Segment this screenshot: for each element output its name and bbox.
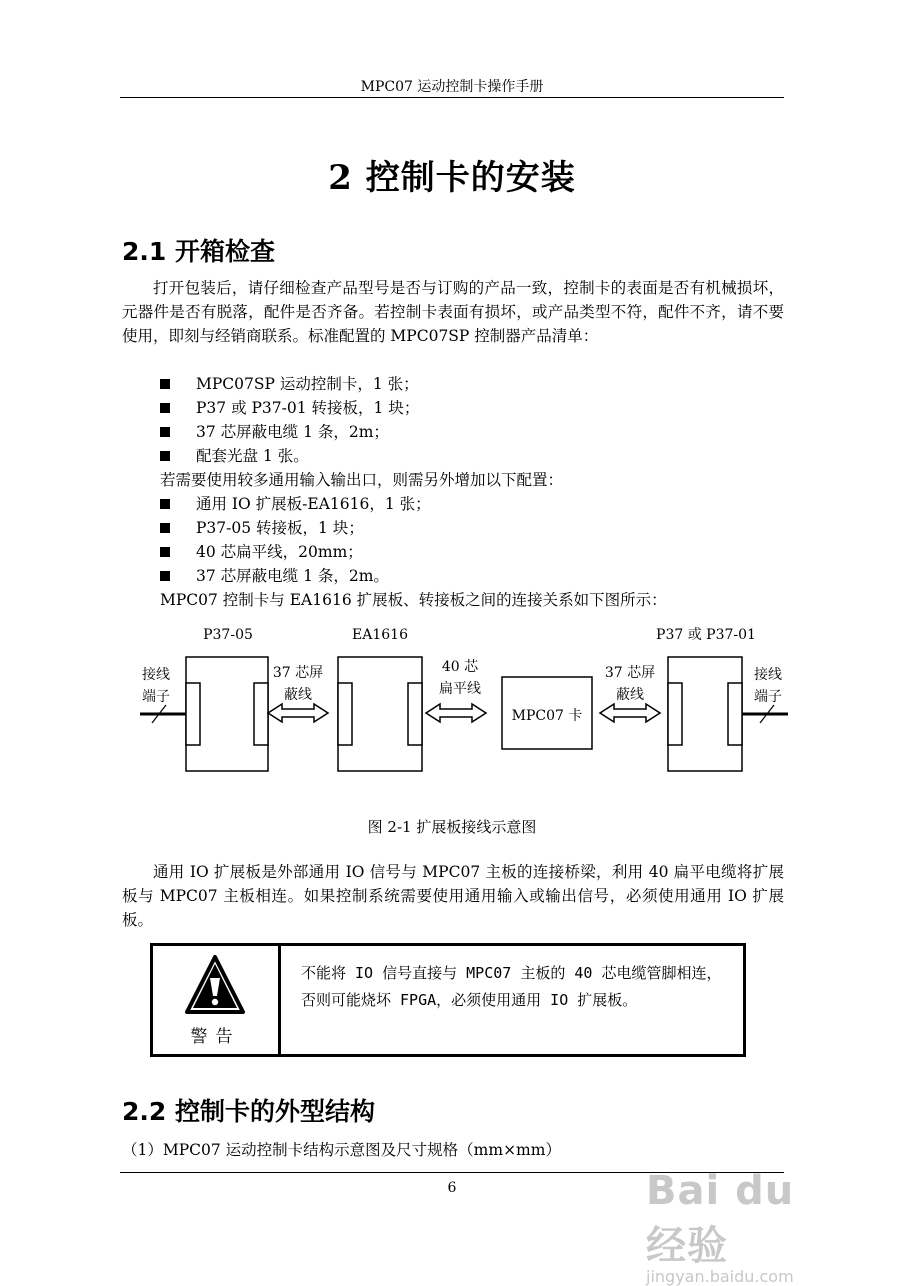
terminal-label-right-1: 接线: [754, 667, 782, 683]
list-item: [160, 564, 431, 588]
flat-cable-label-2: 扁平线: [439, 681, 481, 697]
list-item-text: 40 芯扁平线，20mm；: [196, 543, 363, 561]
bullet-square-icon: [160, 451, 170, 461]
bullet-square-icon: [160, 571, 170, 581]
flat-cable-label-1: 40 芯: [441, 659, 479, 675]
cable-label-right-2: 蔽线: [616, 687, 644, 703]
p37-05-board: [186, 657, 268, 771]
list-item: [160, 420, 419, 444]
section-title-2-1: 2.1 开箱检查: [122, 237, 275, 266]
header-rule: [120, 97, 784, 98]
terminal-label-left-2: 端子: [142, 689, 170, 705]
bullet-square-icon: [160, 379, 170, 389]
double-arrow-icon: [600, 704, 660, 722]
intro-paragraph: 打开包装后，请仔细检查产品型号是否与订购的产品一致，控制卡的表面是否有机械损坏，元器件是否有脱落，配件是否齐备。若控制卡表面有损坏，或产品类型不符，配件不齐，请不要使用，即刻与经销商联系。标准配置的 MPC07SP 控制器产品清单：: [122, 279, 784, 345]
warning-triangle-icon: [184, 954, 246, 1016]
double-arrow-icon: [268, 704, 328, 722]
running-header: MPC07 运动控制卡操作手册: [360, 79, 544, 95]
p37-05-label: P37-05: [203, 627, 253, 643]
list-item: [160, 492, 431, 516]
bullet-square-icon: [160, 499, 170, 509]
watermark-main: Bai du 经验: [646, 1168, 795, 1269]
section-title-2-2: 2.2 控制卡的外型结构: [122, 1097, 375, 1126]
bullet-square-icon: [160, 547, 170, 557]
watermark-sub: jingyan.baidu.com: [646, 1267, 794, 1286]
figure-caption: 图 2-1 扩展板接线示意图: [367, 818, 537, 836]
list-item-text: P37-05 转接板，1 块；: [196, 519, 364, 537]
terminal-label-right-2: 端子: [754, 689, 782, 705]
ea1616-label: EA1616: [352, 627, 408, 643]
warning-text: 不能将 IO 信号直接与 MPC07 主板的 40 芯电缆管脚相连，否则可能烧坏 FPGA，必须使用通用 IO 扩展板。: [301, 964, 722, 1009]
terminal-label-left-1: 接线: [142, 667, 170, 683]
double-arrow-icon: [426, 704, 486, 722]
mpc07-card: [502, 677, 592, 749]
list-item-text: 37 芯屏蔽电缆 1 条，2m。: [196, 567, 389, 585]
warning-icon-cell: [153, 946, 281, 1054]
cable-label-left-1: 37 芯屏: [272, 665, 324, 681]
chapter-title: 2 控制卡的安装: [328, 158, 576, 198]
p37-board: [668, 657, 742, 771]
bullet-square-icon: [160, 427, 170, 437]
ea1616-board: [338, 657, 422, 771]
extra-config-intro: 若需要使用较多通用输入输出口，则需另外增加以下配置：: [160, 471, 564, 489]
wiring-diagram: [0, 615, 904, 805]
list-item: [160, 540, 431, 564]
list-item-text: MPC07SP 运动控制卡，1 张；: [196, 375, 419, 393]
baidu-jingyan-watermark: [646, 1168, 846, 1286]
diagram-intro: MPC07 控制卡与 EA1616 扩展板、转接板之间的连接关系如下图所示：: [160, 591, 667, 609]
structure-item-1: （1）MPC07 运动控制卡结构示意图及尺寸规格（mm×mm）: [122, 1141, 561, 1159]
list-item: [160, 396, 419, 420]
p37-label: P37 或 P37-01: [656, 627, 756, 643]
list-item: [160, 516, 431, 540]
after-figure-paragraph: 通用 IO 扩展板是外部通用 IO 信号与 MPC07 主板的连接桥梁，利用 40 扁平电缆将扩展板与 MPC07 主板相连。如果控制系统需要使用通用输入或输出信号，必须使用通用 IO 扩展板。: [122, 863, 784, 929]
mpc07-card-label: MPC07 卡: [511, 708, 583, 724]
bullet-square-icon: [160, 403, 170, 413]
list-item-text: 配套光盘 1 张。: [196, 447, 309, 465]
cable-label-right-1: 37 芯屏: [604, 665, 656, 681]
list-item: [160, 444, 419, 468]
warning-label: 警告: [190, 1027, 241, 1047]
extra-items-list: [160, 492, 431, 588]
warning-box: [150, 943, 746, 1057]
list-item-text: P37 或 P37-01 转接板，1 块；: [196, 399, 420, 417]
standard-items-list: [160, 372, 419, 468]
list-item-text: 37 芯屏蔽电缆 1 条，2m；: [196, 423, 389, 441]
bullet-square-icon: [160, 523, 170, 533]
list-item: [160, 372, 419, 396]
page-number: 6: [447, 1180, 457, 1196]
list-item-text: 通用 IO 扩展板-EA1616，1 张；: [196, 495, 431, 513]
cable-label-left-2: 蔽线: [284, 687, 312, 703]
